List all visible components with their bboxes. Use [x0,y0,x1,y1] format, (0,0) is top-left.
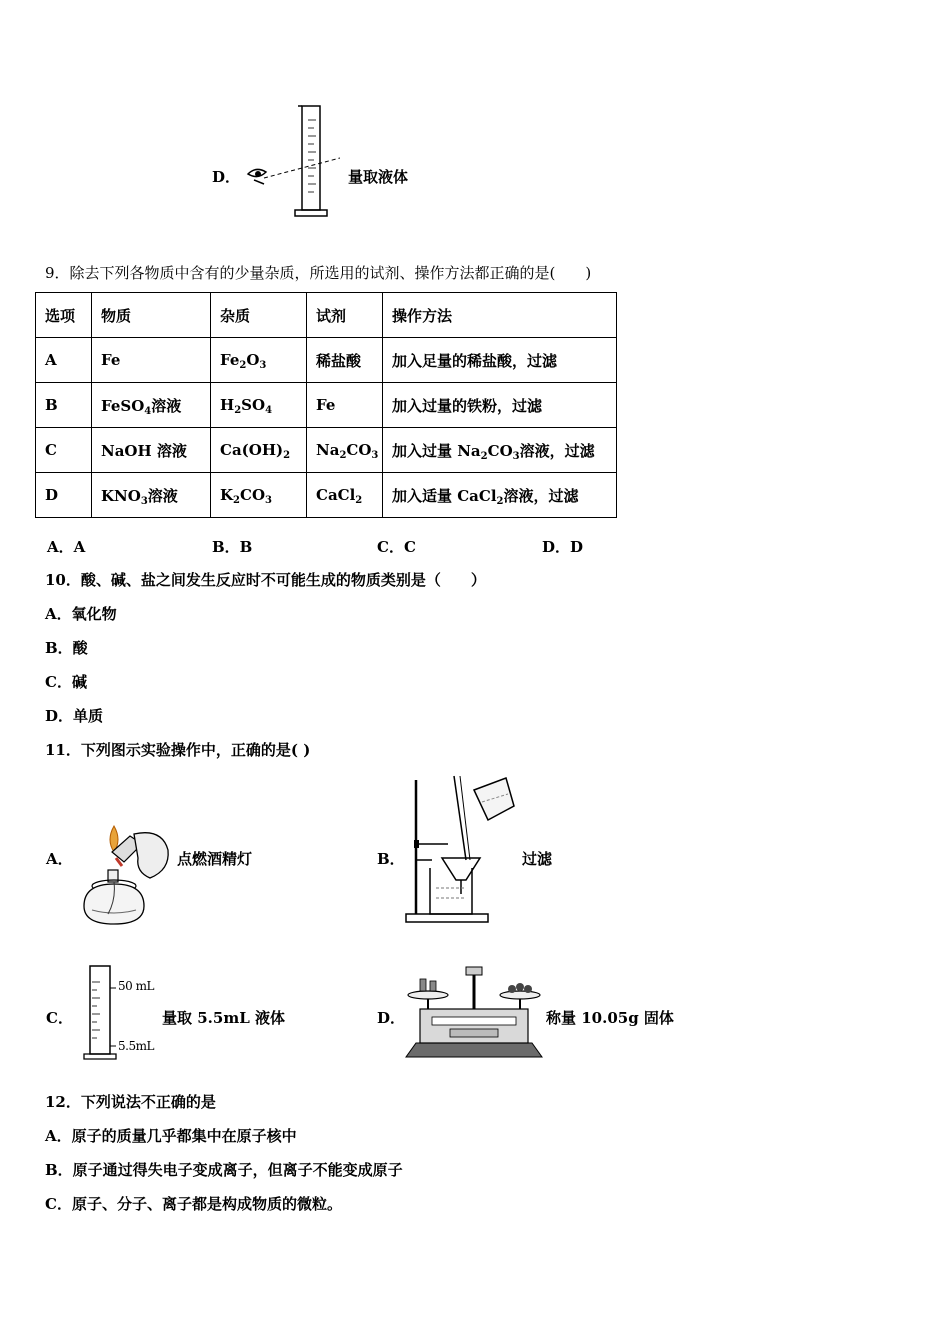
q11-a-caption: 点燃酒精灯 [177,850,253,868]
table-cell: Fe [307,383,383,428]
table-row [36,473,617,518]
table-cell: $Fe_2O_3$ [211,338,307,383]
table-cell: A [36,338,92,383]
q8-d-caption: 量取液体 [348,168,409,186]
q12-choice-b[interactable]: B．原子通过得失电子变成离子，但离子不能变成原子 [45,1161,403,1179]
table-cell: 加入过量 $Na_2CO_3$溶液，过滤 [383,428,617,473]
table-cell: NaOH 溶液 [92,428,211,473]
graduated-cylinder-reading-figure [240,100,340,222]
q11-stem: 11．下列图示实验操作中，正确的是( ) [45,741,311,759]
table-cell: $Na_2CO_3$ [307,428,383,473]
alcohol-lamp-figure [78,822,178,930]
q11-c-caption: 量取 5.5mL 液体 [162,1009,285,1027]
q10-choice-a[interactable]: A．氧化物 [45,605,117,623]
q11-d-letter[interactable]: D． [377,1009,406,1027]
q10-choice-c[interactable]: C．碱 [45,673,87,691]
table-cell: C [36,428,92,473]
q10-stem: 10．酸、碱、盐之间发生反应时不可能生成的物质类别是（ ） [45,571,486,589]
q9-choice-a[interactable]: A．A [47,538,86,556]
table-cell: Fe [92,338,211,383]
q11-b-caption: 过滤 [522,850,553,868]
q10-choice-d[interactable]: D．单质 [45,707,104,725]
header-cell: 操作方法 [383,293,617,338]
q10-choice-b[interactable]: B．酸 [45,639,88,657]
table-cell: CaCl$_2$ [307,473,383,518]
table-row [36,383,617,428]
q11-c-letter[interactable]: C． [46,1009,73,1027]
table-cell: B [36,383,92,428]
table-cell: $H_2SO_4$ [211,383,307,428]
table-cell: $K_2CO_3$ [211,473,307,518]
q8-d-letter: D． [212,168,241,186]
table-cell: D [36,473,92,518]
q11-b-letter[interactable]: B． [377,850,405,868]
header-cell: 物质 [92,293,211,338]
table-row [36,338,617,383]
q12-choice-c[interactable]: C．原子、分子、离子都是构成物质的微粒。 [45,1195,342,1213]
q11-c-mark-bottom: 5.5mL [118,1039,154,1053]
q12-stem: 12．下列说法不正确的是 [45,1093,216,1111]
table-row [36,428,617,473]
table-cell: $Ca(OH)_2$ [211,428,307,473]
header-cell: 杂质 [211,293,307,338]
q11-c-mark-top: 50 mL [118,979,154,993]
q12-choice-a[interactable]: A．原子的质量几乎都集中在原子核中 [45,1127,297,1145]
table-cell: 加入过量的铁粉，过滤 [383,383,617,428]
table-cell: 加入适量 CaCl$_2$溶液，过滤 [383,473,617,518]
table-cell: FeSO$_4$溶液 [92,383,211,428]
q9-stem: 9．除去下列各物质中含有的少量杂质，所选用的试剂、操作方法都正确的是( ) [45,264,592,282]
table-header-row [36,293,617,338]
table-cell: $KNO_3$溶液 [92,473,211,518]
balance-scale-figure [404,965,544,1060]
header-cell: 选项 [36,293,92,338]
q9-choice-b[interactable]: B．B [212,538,253,556]
table-cell: 稀盐酸 [307,338,383,383]
header-cell: 试剂 [307,293,383,338]
q11-a-letter[interactable]: A． [46,850,73,868]
q9-options-table [35,292,617,518]
q9-choice-c[interactable]: C．C [377,538,416,556]
filtration-setup-figure [402,772,520,924]
q9-choice-d[interactable]: D．D [542,538,584,556]
table-cell: 加入足量的稀盐酸，过滤 [383,338,617,383]
q11-d-caption: 称量 10.05g 固体 [546,1009,674,1027]
